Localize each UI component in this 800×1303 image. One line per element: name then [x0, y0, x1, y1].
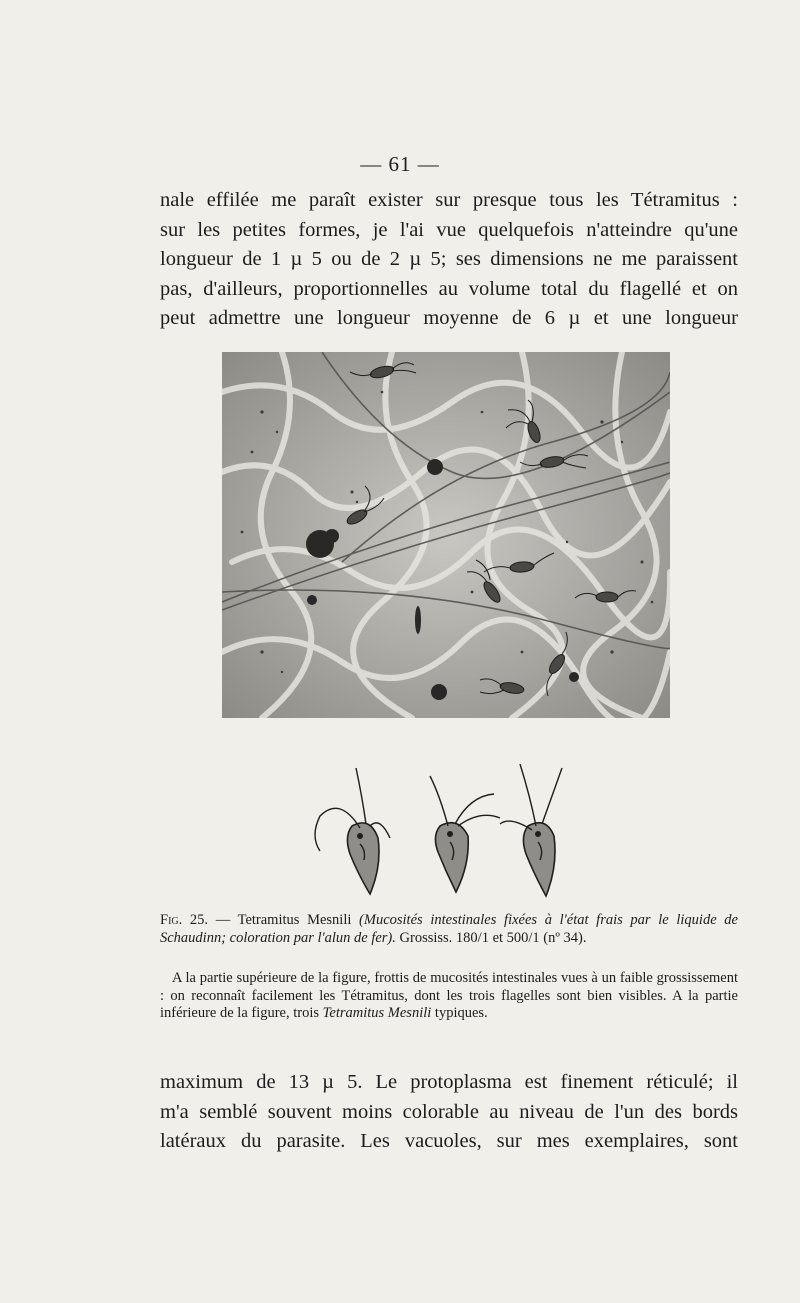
flagellate-drawings [300, 756, 590, 906]
micrograph-illustration [222, 352, 670, 718]
paragraph-bottom [160, 1068, 738, 1157]
text-line: latéraux du parasite. Les vacuoles, sur mes exemplaires, sont [160, 1130, 738, 1152]
page-number: — 61 — [360, 152, 440, 176]
text-line: sur les petites formes, je l'ai vue quelquefois n'atteindre qu'une [160, 218, 738, 241]
figure-description: (Mucosités intestinales fixées à l'état frais par le liquide de Schaudinn; coloration par l'alun de fer). [160, 912, 738, 946]
tetramitus-drawings [300, 756, 590, 906]
figure-label: Fig. 25. [160, 912, 209, 928]
paragraph-top [160, 186, 738, 334]
legend-species: Tetramitus Mesnili [322, 1005, 432, 1021]
caption-dash: — [208, 912, 238, 928]
figure-legend [160, 970, 738, 1023]
legend-text: A la partie supérieure de la figure, frottis de mucosités intestinales vues à un faible grossissement : on reconnaît facilement les Tétramitus, dont les trois flagelles sont bien visibles. A la partie inférieure de la figure, trois [160, 970, 738, 1021]
text-line: peut admettre une longueur moyenne de 6 µ et une longueur [160, 307, 738, 329]
text-line: pas, d'ailleurs, proportionnelles au volume total du flagellé et on [160, 277, 738, 300]
micrograph-figure [222, 352, 670, 718]
text-line: m'a semblé souvent moins colorable au niveau de l'un des bords [160, 1100, 738, 1123]
text-line: nale effilée me paraît exister sur presque tous les Tétramitus : [160, 189, 738, 211]
text-line: longueur de 1 µ 5 ou de 2 µ 5; ses dimensions ne me paraissent [160, 248, 738, 270]
figure-species: Tetramitus Mesnili [237, 912, 360, 928]
text-line: maximum de 13 µ 5. Le protoplasma est finement réticulé; il [160, 1071, 738, 1093]
legend-text-end: typiques. [431, 1005, 488, 1021]
figure-caption [160, 912, 738, 947]
figure-magnification: Grossiss. 180/1 et 500/1 (nº 34). [395, 929, 587, 946]
